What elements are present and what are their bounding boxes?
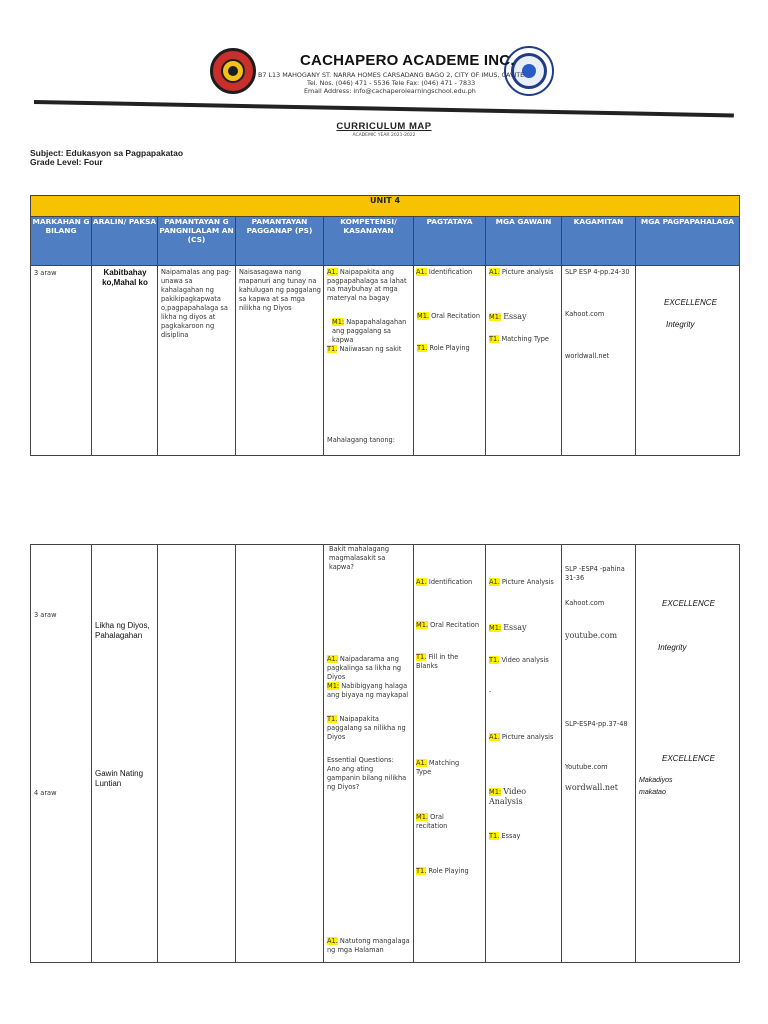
komp-m1: M1: Napapahalagahan ang paggalang sa kapwa — [332, 318, 407, 344]
cell-kompetensi-2 — [324, 545, 414, 963]
cell-cs — [158, 266, 236, 456]
academic-year: ACADEMIC YEAR 2021-2022 — [352, 133, 416, 138]
cell-aralin-2 — [92, 545, 158, 963]
pag2-a1b: A1. Matching Type — [416, 759, 460, 776]
header-pagpapahalaga: MGA PAGPAPAHALAGA — [636, 217, 740, 266]
school-address: B7 L13 MAHOGANY ST. NARRA HOMES CARSADANG BAGO 2, CITY OF IMUS, CAVITE — [258, 71, 525, 79]
pag-a1: A1. Identification — [416, 268, 473, 276]
komp-a1: A1. Naipapakita ang pagpapahalaga sa lahat — [327, 268, 407, 285]
value2-makadiyos: Makadiyos — [639, 777, 673, 784]
cell-pagpapahalaga — [636, 266, 740, 456]
pag2-m1b: M1. Oral recitation — [416, 813, 448, 830]
markahan-4araw: 4 araw — [34, 789, 57, 797]
gaw-m1: M1: Essay — [489, 312, 527, 321]
grade-label: Grade Level: Four — [30, 157, 103, 167]
aralin-value: Kabitbahay ko,Mahal ko — [102, 268, 148, 287]
gaw2-a1: A1. Picture Analysis — [489, 578, 554, 586]
kag2-slp1: SLP -ESP4 -pahina 31-36 — [565, 565, 625, 582]
cell-aralin — [92, 266, 158, 456]
komp2-a1b: A1. Natutong mangalaga ng mga Halaman — [327, 937, 410, 954]
cell-gawain — [486, 266, 562, 456]
school-tel: Tel. Nos. (046) 471 - 5536 Tele Fax: (046) 471 - 7833 — [307, 79, 476, 87]
pag2-m1: M1. Oral Recitation — [416, 621, 480, 629]
value2-makatao: makatao — [639, 789, 666, 796]
aralin-likha: Likha ng Diyos, Pahalagahan — [95, 621, 150, 640]
kag2-wordwall: wordwall.net — [565, 783, 618, 792]
kag-worldwall: worldwall.net — [565, 352, 610, 360]
header-aralin: ARALIN/ PAKSA — [92, 217, 158, 266]
komp2-m1: M1: Nabibigyang halaga ang biyaya ng maykapal — [327, 682, 409, 699]
school-name: CACHAPERO ACADEME INC. — [300, 52, 515, 69]
header-kompetensi: KOMPETENSI/ KASANAYAN — [324, 217, 414, 266]
kag2-youtube: youtube.com — [565, 631, 618, 640]
komp2-t1: T1. Naipapakita paggalang sa nilikha ng Diyos — [327, 715, 406, 741]
komp-t1: T1. Naiiwasan ng sakit — [327, 345, 402, 353]
curriculum-table-continued — [30, 544, 740, 963]
cell-cs-2 — [158, 545, 236, 963]
school-seal-logo — [210, 48, 256, 94]
value-excellence: EXCELLENCE — [664, 298, 717, 307]
value2-excellence: EXCELLENCE — [662, 599, 715, 608]
pag-t1: T1. Role Playing — [417, 344, 470, 352]
cell-gawain-2 — [486, 545, 562, 963]
unit-label: UNIT 4 — [31, 196, 740, 217]
header-ps: PAMANTAYAN PAGGANAP (PS) — [236, 217, 324, 266]
gaw-a1: A1. Picture analysis — [489, 268, 554, 276]
header-pagtataya: PAGTATAYA — [414, 217, 486, 266]
value2-integrity: Integrity — [658, 643, 687, 652]
pag2-a1: A1. Identification — [416, 578, 473, 586]
komp-question: Mahalagang tanong: — [327, 436, 395, 444]
cell-ps-2 — [236, 545, 324, 963]
cell-markahan-2 — [31, 545, 92, 963]
markahan-3araw: 3 araw — [34, 611, 57, 619]
komp2-essential: Essential Questions: Ano ang ating gampanin bilang nilikha ng Diyos? — [327, 756, 407, 791]
ps-value: Naisasagawa nang mapanuri ang tunay na kahulugan ng paggalang sa kapwa at sa mga nilikha ng Diyos — [239, 268, 321, 312]
cell-kagamitan-2 — [562, 545, 636, 963]
kag2-slp2: SLP-ESP4-pp.37-48 — [565, 720, 628, 728]
gaw2-m1: M1: Essay — [489, 623, 527, 632]
kag2-kahoot: Kahoot.com — [565, 599, 605, 607]
header-gawain: MGA GAWAIN — [486, 217, 562, 266]
school-email: Email Address: info@cachaperolearningschool.edu.ph — [304, 87, 476, 95]
gaw2-m1b: M1: Video Analysis — [489, 787, 527, 806]
header-markahan: MARKAHAN G BILANG — [31, 217, 92, 266]
komp2-a1: A1. Naipadarama ang pagkalinga sa likha ng Diyos — [327, 655, 402, 681]
curriculum-table-unit4 — [30, 195, 740, 456]
value2-excellence-b: EXCELLENCE — [662, 754, 715, 763]
subject-label: Subject: Edukasyon sa Pagpapakatao — [30, 148, 184, 158]
cell-kompetensi — [324, 266, 414, 456]
gaw2-t1b: T1. Essay — [489, 832, 521, 840]
kag-slp: SLP ESP 4-pp.24-30 — [565, 268, 630, 276]
letterhead-divider — [34, 100, 734, 117]
komp-a1-cont: na maybuhay at mga materyal na bagay — [327, 285, 398, 302]
gaw-t1: T1. Matching Type — [489, 335, 549, 343]
cs-value: Naipamalas ang pag-unawa sa kahalagahan ng pakikipagkapwata o,pagpapahalaga sa likha ng diyos at pagkakaroon ng disiplina — [161, 268, 232, 339]
header-cs: PAMANTAYAN G PANGNILALAM AN (CS) — [158, 217, 236, 266]
pag2-t1b: T1. Role Playing — [416, 867, 469, 875]
cell-kagamitan — [562, 266, 636, 456]
cell-ps — [236, 266, 324, 456]
komp2-top-question: Bakit mahalagang magmalasakit sa kapwa? — [329, 545, 390, 571]
pag-m1: M1. Oral Recitation — [417, 312, 481, 320]
value-integrity: Integrity — [666, 320, 695, 329]
gaw2-dot: - — [489, 688, 492, 696]
aralin-luntian: Gawin Nating Luntian — [95, 769, 144, 788]
kag-kahoot: Kahoot.com — [565, 310, 605, 318]
header-kagamitan: KAGAMITAN — [562, 217, 636, 266]
gaw2-a1b: A1. Picture analysis — [489, 733, 554, 741]
kag2-youtube2: Youtube.com — [565, 763, 608, 771]
cell-markahan — [31, 266, 92, 456]
gaw2-t1: T1. Video analysis — [489, 656, 549, 664]
document-title: CURRICULUM MAP — [336, 121, 432, 132]
pag2-t1: T1. Fill in the Blanks — [416, 653, 459, 670]
cell-pagtataya-2 — [414, 545, 486, 963]
cell-pagpapahalaga-2 — [636, 545, 740, 963]
markahan-value: 3 araw — [34, 269, 57, 277]
cell-pagtataya — [414, 266, 486, 456]
